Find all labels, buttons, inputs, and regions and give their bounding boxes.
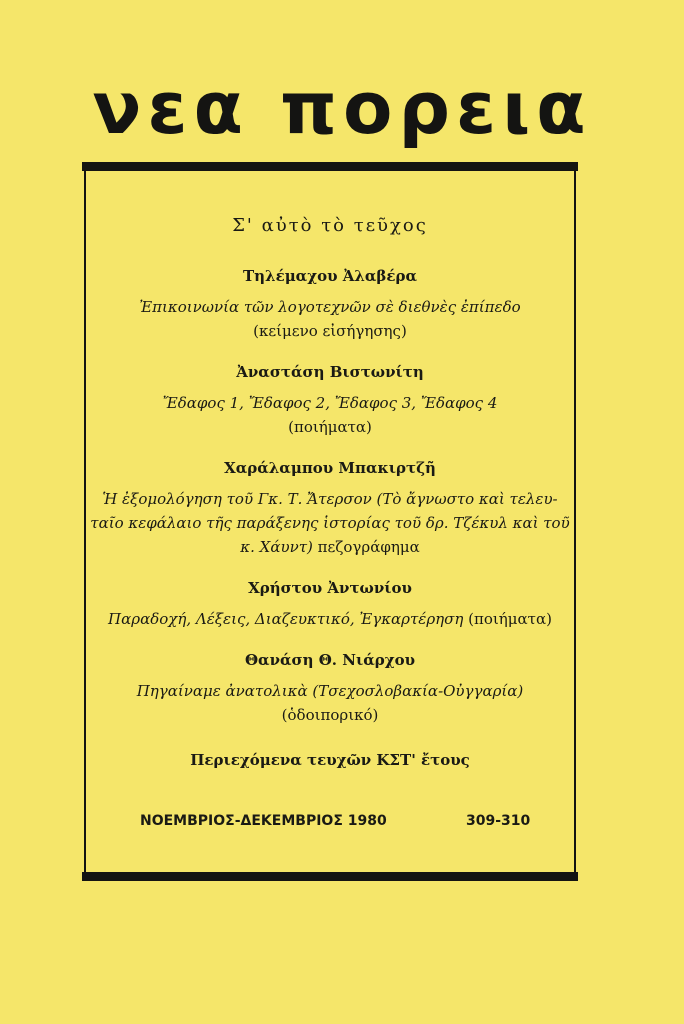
entry-work-title-tail: κ. Χάυντ) — [240, 538, 313, 556]
entry-genre-note: (κείμενο εἰσήγησης) — [253, 322, 407, 340]
entry-work-title: Παραδοχή, Λέξεις, Διαζευκτικό, Ἐγκαρτέρηση — [108, 610, 464, 628]
entry-work-title-end — [86, 535, 574, 559]
entry-work-title: Πηγαίναμε ἀνατολικὰ (Τσεχοσλοβακία-Οὐγγαρία) — [136, 682, 524, 700]
contents-entry — [86, 457, 574, 559]
table-of-contents — [86, 170, 574, 771]
issue-number: 309-310 — [466, 813, 531, 829]
entry-work-title: Ἔδαφος 1, Ἔδαφος 2, Ἔδαφος 3, Ἔδαφος 4 — [162, 394, 498, 412]
contents-entry — [86, 361, 574, 439]
entry-genre-note: (ὁδοιπορικό) — [281, 706, 379, 724]
bottom-rule — [82, 872, 578, 881]
contents-entry — [86, 265, 574, 343]
entry-author: Ἀναστάση Βιστωνίτη — [236, 363, 424, 381]
issue-date: ΝΟΕΜΒΡΙΟΣ-ΔΕΚΕΜΒΡΙΟΣ 1980 — [140, 813, 387, 829]
annual-contents-note: Περιεχόμενα τευχῶν ΚΣΤ' ἔτους — [190, 751, 470, 769]
contents-entry — [86, 649, 574, 727]
entry-author: Χαράλαμπου Μπακιρτζῆ — [224, 459, 436, 477]
entry-author: Τηλέμαχου Ἀλαβέρα — [242, 267, 418, 285]
entry-work-title-continued: ταῖο κεφάλαιο τῆς παράξενης ἱστορίας τοῦ δρ. Τζέκυλ καὶ τοῦ — [90, 514, 570, 532]
issue-footer — [86, 810, 574, 832]
entry-genre-note: (ποιήματα) — [288, 418, 372, 436]
contents-heading: Σ' αὐτὸ τὸ τεῦχος — [232, 215, 428, 236]
magazine-title: νεα πορεια — [92, 66, 592, 150]
entry-author: Χρήστου Ἀντωνίου — [248, 579, 412, 597]
entry-genre-note: (ποιήματα) — [468, 610, 552, 628]
entry-work-title: Ἐπικοινωνία τῶν λογοτεχνῶν σὲ διεθνὲς ἐπίπεδο — [139, 298, 521, 316]
entry-work-title-line — [86, 607, 574, 631]
contents-entry — [86, 577, 574, 631]
entry-work-title: Ἡ ἐξομολόγηση τοῦ Γκ. Τ. Ἄτερσον (Τὸ ἄγνωστο καὶ τελευ- — [102, 490, 558, 508]
entry-genre-note: πεζογράφημα — [317, 538, 420, 556]
entry-author: Θανάση Θ. Νιάρχου — [244, 651, 416, 669]
right-frame-line — [574, 170, 576, 874]
